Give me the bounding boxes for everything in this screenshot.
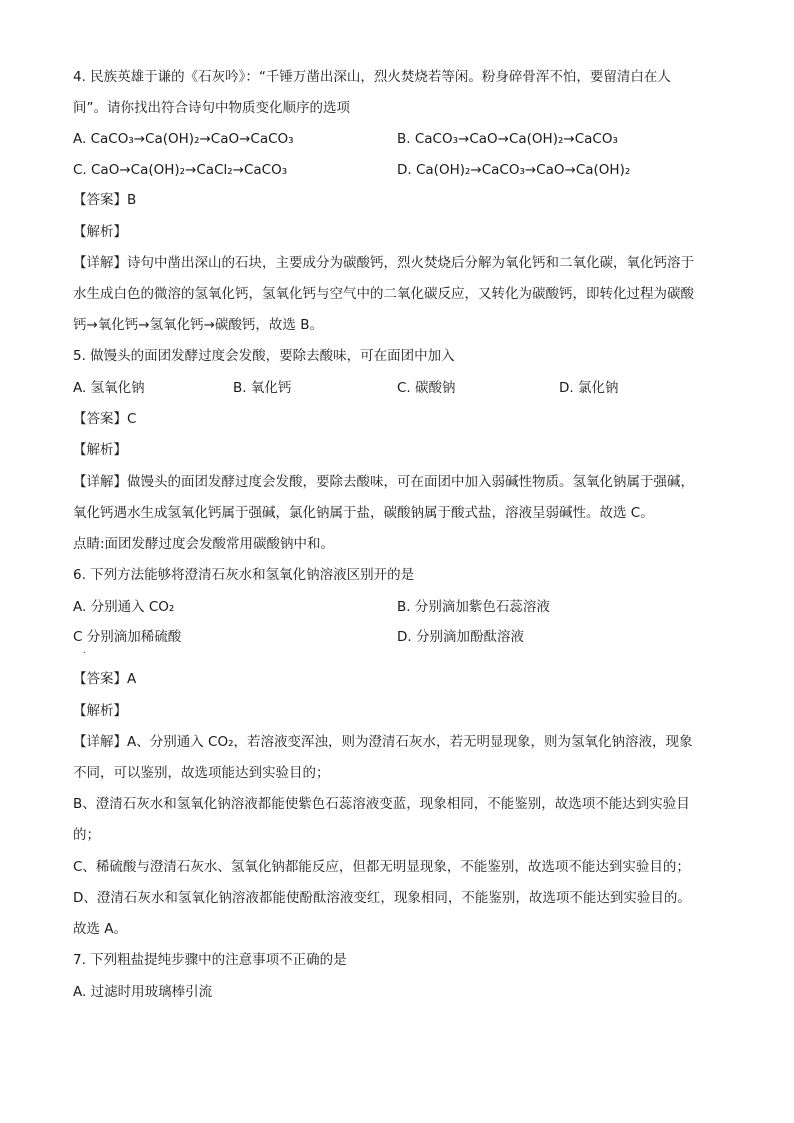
q5-note: 点睛:面团发酵过度会发酸常用碳酸钠中和。 (73, 536, 335, 552)
q6-detail-line6: D、澄清石灰水和氢氧化钠溶液都能使酚酞溶液变红，现象相同，不能鉴别，故选项不能达到实验目的。 (73, 890, 691, 906)
q6-analysis-heading: 【解析】 (73, 703, 127, 719)
q4-answer: 【答案】B (73, 192, 137, 208)
q6-conclusion: 故选 A。 (73, 921, 128, 937)
q7-option-a: A. 过滤时用玻璃棒引流 (73, 984, 213, 1000)
q5-detail-line2: 氧化钙遇水生成氢氧化钙属于强碱，氯化钠属于盐，碳酸钠属于酸式盐，溶液呈弱碱性。故选 C。 (73, 505, 654, 521)
q6-option-c: C 分别滴加稀硫酸 (73, 629, 182, 645)
q4-analysis-heading: 【解析】 (73, 224, 127, 240)
q6-detail-line2: 不同，可以鉴别，故选项能达到实验目的； (73, 765, 330, 781)
q4-stem-line1: 4. 民族英雄于谦的《石灰吟》：“千锤万凿出深山，烈火焚烧若等闲。粉身碎骨浑不怕，要留清白在人 (73, 69, 671, 85)
q5-answer: 【答案】C (73, 411, 137, 427)
q4-stem-line2: 间”。请你找出符合诗句中物质变化顺序的选项 (73, 100, 350, 116)
q6-detail-line1: 【详解】A、分别通入 CO₂，若溶液变浑浊，则为澄清石灰水，若无明显现象，则为氢氧化钠溶液，现象 (73, 734, 693, 750)
q6-stem: 6. 下列方法能够将澄清石灰水和氢氧化钠溶液区别开的是 (73, 567, 415, 583)
q4-detail-line2: 水生成白色的微溶的氢氧化钙，氢氧化钙与空气中的二氧化碳反应，又转化为碳酸钙，即转化过程为碳酸 (73, 286, 694, 302)
q5-detail-line1: 【详解】做馒头的面团发酵过度会发酸，要除去酸味，可在面团中加入弱碱性物质。氢氧化钠属于强碱， (73, 474, 694, 490)
stray-dot: · (83, 648, 87, 659)
q5-stem: 5. 做馒头的面团发酵过度会发酸，要除去酸味，可在面团中加入 (73, 348, 455, 364)
q7-stem: 7. 下列粗盐提纯步骤中的注意事项不正确的是 (73, 952, 347, 968)
q6-option-b: B. 分别滴加紫色石蕊溶液 (397, 599, 550, 615)
q4-detail-line1: 【详解】诗句中凿出深山的石块，主要成分为碳酸钙，烈火焚烧后分解为氧化钙和二氧化碳，氧化钙溶于 (73, 255, 694, 271)
q6-detail-line3: B、澄清石灰水和氢氧化钠溶液都能使紫色石蕊溶液变蓝，现象相同，不能鉴别，故选项不能达到实验目 (73, 796, 690, 812)
q5-option-c: C. 碳酸钠 (397, 380, 456, 396)
q6-option-d: D. 分别滴加酚酞溶液 (397, 629, 524, 645)
q5-analysis-heading: 【解析】 (73, 442, 127, 458)
q4-option-a: A. CaCO₃→Ca(OH)₂→CaO→CaCO₃ (73, 131, 294, 147)
q6-detail-line5: C、稀硫酸与澄清石灰水、氢氧化钠都能反应，但都无明显现象，不能鉴别，故选项不能达到实验目的； (73, 859, 690, 875)
q5-option-b: B. 氧化钙 (233, 380, 292, 396)
q6-answer: 【答案】A (73, 671, 137, 687)
q6-option-a: A. 分别通入 CO₂ (73, 599, 175, 615)
q4-detail-line3: 钙→氧化钙→氢氧化钙→碳酸钙，故选 B。 (73, 317, 323, 333)
q5-option-d: D. 氯化钠 (559, 380, 619, 396)
q6-detail-line4: 的； (73, 827, 100, 843)
q4-option-d: D. Ca(OH)₂→CaCO₃→CaO→Ca(OH)₂ (397, 162, 631, 178)
q4-option-c: C. CaO→Ca(OH)₂→CaCl₂→CaCO₃ (73, 162, 288, 178)
q5-option-a: A. 氢氧化钠 (73, 380, 145, 396)
q4-option-b: B. CaCO₃→CaO→Ca(OH)₂→CaCO₃ (397, 131, 618, 147)
